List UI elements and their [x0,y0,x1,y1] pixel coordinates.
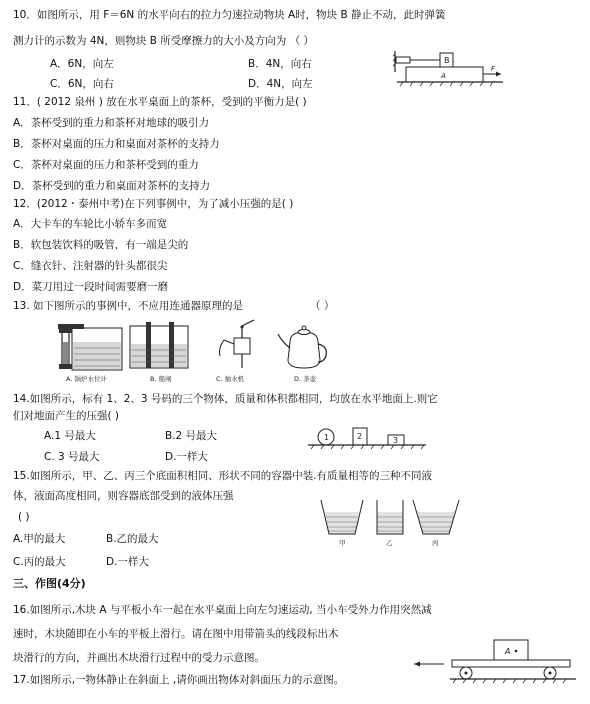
q10-line1: 10．如图所示，用 F＝6N 的水平向右的拉力匀速拉动物块 A时，物块 B 静止不动，此时弹簧 [13,9,446,21]
q15-option-d: D.一样大 [106,556,149,568]
q12-stem: 12．(2012・泰州中考)在下列事例中，为了减小压强的是( ) [13,198,294,210]
q16-line2: 速时，木块随即在小车的平板上滑行。请在图中用带箭头的线段标出木 [13,628,339,640]
q13-blank: （ ） [310,300,335,312]
q11-stem: 11．( 2012 泉州 ) 放在水平桌面上的茶杯，受到的平衡力是( ) [13,96,307,108]
q11-option-b: B．茶杯对桌面的压力和桌面对茶杯的支持力 [13,138,220,150]
container-jia [321,500,363,534]
q15-label-yi: 乙 [386,539,393,547]
q16-line3: 块滑行的方向，并画出木块滑行过程中的受力示意图。 [13,652,265,664]
q15-line1: 15.如图所示，甲、乙、丙三个底面积相同、形状不同的容器中装.有质量相等的三种不同液 [13,470,433,482]
q14-option-a: A.1 号最大 [44,430,96,442]
q14-line1: 14.如图所示，标有 1、2、3 号码的三个物体，质量和体积都相同，均放在水平地面上.则它 [13,393,438,405]
q14-label-2: 2 [357,432,363,441]
q13-caption-d: D. 茶壶 [294,375,317,383]
q12-option-a: A．大卡车的车轮比小轿车多而宽 [13,218,168,230]
q10-option-c: C．6N，向右 [50,78,114,90]
q10-figure [393,50,505,92]
ship-lock-diagram [130,322,188,368]
q10-label-b: B [444,56,450,65]
q15-line2: 体，液面高度相同，则容器底部受到的液体压强 [13,490,234,502]
q16-label-a: A [505,647,511,656]
q11-option-c: C．茶杯对桌面的压力和茶杯受到的重力 [13,159,199,171]
q12-option-d: D．菜刀用过一段时间需要磨一磨 [13,281,169,293]
q12-option-b: B．软包装饮料的吸管，有一端是尖的 [13,239,189,251]
q13-stem: 13. 如下图所示的事例中，不应用连通器原理的是 [13,300,244,312]
q13-caption-b: B. 船闸 [150,375,172,383]
q16-line1: 16.如图所示,木块 A 与平板小车一起在水平桌面上向左匀速运动, 当小车受外力作用突然减 [13,604,432,616]
container-bing [413,500,459,534]
q12-option-c: C．缝衣针、注射器的针头都很尖 [13,260,168,272]
q10-line2: 测力计的示数为 4N，则物块 B 所受摩擦力的大小及方向为 （ ） [13,35,314,47]
q10-option-a: A．6N，向左 [50,58,114,70]
container-yi [377,500,403,534]
q10-label-a: A [441,72,446,80]
q15-label-jia: 甲 [339,539,346,547]
water-pump-diagram [220,320,255,368]
q14-label-1: 1 [324,433,330,442]
q16-figure [410,638,578,688]
q10-option-d: D．4N，向左 [248,78,313,90]
section-3-heading: 三、作图(4分) [13,577,86,590]
q13-figure [58,318,348,386]
q13-caption-c: C. 抽水机 [216,375,245,383]
q13-caption-a: A. 锅炉水位计 [66,375,107,383]
q15-label-bing: 丙 [432,539,439,547]
q11-option-d: D．茶杯受到的重力和桌面对茶杯的支持力 [13,180,211,192]
q17-line1: 17.如图所示,一物体静止在斜面上 ,请你画出物体对斜面压力的示意图。 [13,674,345,686]
q10-label-f: F [491,65,496,73]
q15-figure [315,498,475,548]
q15-option-c: C.丙的最大 [13,556,66,568]
q10-option-b: B．4N，向右 [248,58,312,70]
q14-option-b: B.2 号最大 [165,430,218,442]
q14-option-c: C. 3 号最大 [44,451,100,463]
q11-option-a: A．茶杯受到的重力和茶杯对地球的吸引力 [13,117,210,129]
teapot-diagram [278,326,326,368]
q14-figure [308,426,428,454]
q15-blank: ( ) [18,511,30,523]
q14-label-3: 3 [393,436,399,445]
q15-option-a: A.甲的最大 [13,533,66,545]
q14-line2: 们对地面产生的压强( ) [13,410,120,422]
q14-option-d: D.一样大 [165,451,208,463]
boiler-gauge-diagram [58,324,122,370]
q15-option-b: B.乙的最大 [106,533,159,545]
